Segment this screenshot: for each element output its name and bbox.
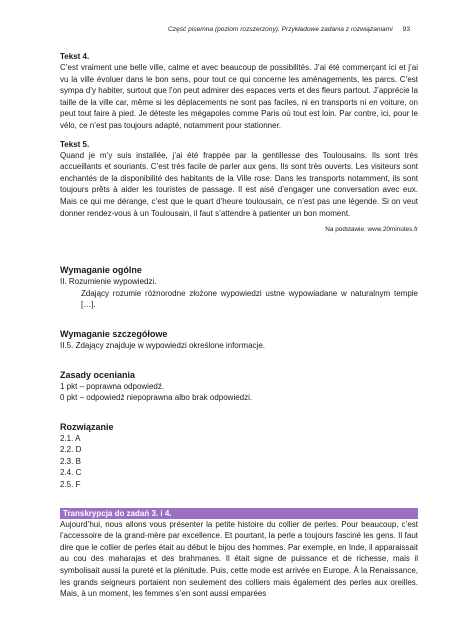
general-requirement-heading: Wymaganie ogólne <box>60 265 142 276</box>
answer-item: 2.1. A <box>60 433 81 443</box>
general-requirement-line2: Zdający rozumie różnorodne złożone wypowiedzi ustne wypowiadane w naturalnym tempie […]. <box>81 288 418 310</box>
source-note: Na podstawie: www.20minutes.fr <box>325 226 418 234</box>
transcript-body: Aujourd’hui, nous allons vous présenter la petite histoire du collier de perles. Pour beaucoup, c’est l’accessoire de la grand-mère par excellence. Et pourtant, la perle a toujours fasciné les gens. Il faut dire que le collier de perles était au début le bijou des hommes. Par exemple, en Inde, il apparaissait au cou des maharajas et des brahmanes. Il était signe de puissance et de richesse, mais il symbolisait aussi la pureté et la plénitude. Puis, cette mode est arrivée en Europe. À la Renaissance, les grands seigneurs portaient non seulement des colliers mais également des perles aux oreilles. Mais, à un moment, les femmes s’en sont aussi emparées <box>60 519 418 599</box>
page-number: 93 <box>402 26 410 33</box>
transcript-heading-band: Transkrypcja do zadań 3. i 4. <box>60 508 418 519</box>
page-content <box>60 51 418 600</box>
scoring-line2: 0 pkt – odpowiedź niepoprawna albo brak odpowiedzi. <box>60 393 253 403</box>
answer-item: 2.4. C <box>60 468 82 478</box>
answer-item: 2.3. B <box>60 456 81 466</box>
solution-heading: Rozwiązanie <box>60 421 114 432</box>
detailed-requirement-line1: II.5. Zdający znajduje w wypowiedzi określone informacje. <box>60 340 265 350</box>
text5-heading: Tekst 5. <box>60 139 90 149</box>
general-requirement-line1: II. Rozumienie wypowiedzi. <box>60 277 157 287</box>
detailed-requirement-heading: Wymaganie szczegółowe <box>60 328 168 339</box>
text5-body: Quand je m’y suis installée, j’ai été frappée par la gentillesse des Toulousains. Ils sont très accueillants et souriants. C’est très facile de parler aux gens. Ils sont très ouverts. Les visiteurs sont enchantés de la disponibilité des habitants de la Ville rose. Dans les transports notamment, ils sont toujours prêts à aider les touristes de passage. Il est aisé d’engager une conversation avec eux. Mais ce qui me dérange, c’est que le quart d’heure toulousain, ce n’est pas une légende. Si on veut donner rendez-vous à un Toulousain, il faut s’attendre à patienter un bon moment. <box>60 150 418 218</box>
running-header <box>168 26 410 33</box>
text4-body: C’est vraiment une belle ville, calme et avec beaucoup de possibilités. J’ai été commerçant ici et j’ai vu la ville évoluer dans le bon sens, pour tout ce qui concerne les aménagements, les parcs. C’est sympa d’y habiter, surtout que l’on peut admirer des espaces verts et des fleurs partout. J’apprécie la taille de la ville car, même si les déplacements ne sont pas faciles, ni en transports ni en voiture, on peut tout faire à pied. Je déteste les mégapoles comme Paris où tout est loin. Par contre, ici, pour le vélo, ce n’est pas toujours adapté, notamment pour stationner. <box>60 63 418 130</box>
answer-item: 2.5. F <box>60 480 81 490</box>
text4-heading: Tekst 4. <box>60 52 90 61</box>
scoring-line1: 1 pkt – poprawna odpowiedź. <box>60 381 165 391</box>
scoring-heading: Zasady oceniania <box>60 369 136 380</box>
answer-item: 2.2. D <box>60 445 82 455</box>
running-title: Część pisemna (poziom rozszerzony). Przykładowe zadania z rozwiązaniami <box>168 26 393 33</box>
